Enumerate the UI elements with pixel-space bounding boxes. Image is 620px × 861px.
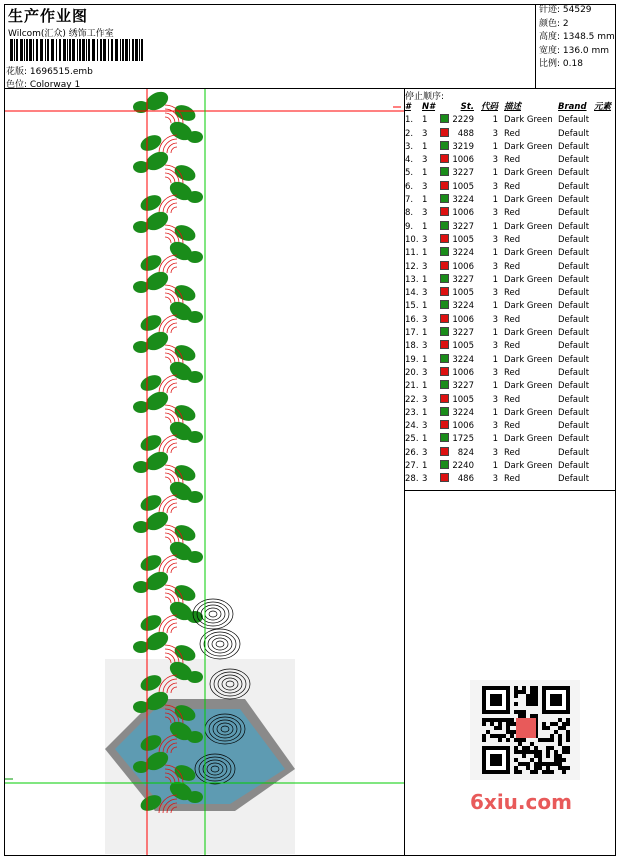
row-description: Red [504, 181, 521, 192]
row-stitches: 3227 [452, 328, 474, 339]
color-swatch [440, 394, 449, 403]
row-code: 3 [492, 367, 498, 378]
row-index: 24. [405, 421, 419, 432]
row-stitches: 824 [457, 447, 474, 458]
color-swatch [440, 274, 449, 283]
row-code: 1 [492, 434, 498, 445]
table-row [404, 234, 616, 247]
col-description: 描述 [504, 102, 522, 112]
color-swatch [440, 367, 449, 376]
row-brand: Default [558, 461, 590, 472]
row-brand: Default [558, 155, 590, 166]
row-stitches: 3224 [452, 248, 474, 259]
color-swatch [440, 154, 449, 163]
row-needle: 3 [422, 314, 428, 325]
color-swatch [440, 407, 449, 416]
row-stitches: 1006 [452, 208, 474, 219]
row-brand: Default [558, 221, 590, 232]
row-index: 15. [405, 301, 419, 312]
row-description: Red [504, 367, 521, 378]
row-index: 7. [405, 195, 414, 206]
table-row [404, 300, 616, 313]
row-code: 1 [492, 407, 498, 418]
row-stitches: 1005 [452, 394, 474, 405]
row-description: Red [504, 288, 521, 299]
row-needle: 3 [422, 421, 428, 432]
table-row [404, 473, 616, 486]
table-row [404, 181, 616, 194]
stats-panel [535, 4, 616, 88]
table-row [404, 167, 616, 180]
row-index: 5. [405, 168, 414, 179]
color-swatch [440, 261, 449, 270]
row-code: 3 [492, 447, 498, 458]
row-description: Dark Green [504, 434, 553, 445]
row-needle: 1 [422, 381, 428, 392]
row-needle: 1 [422, 274, 428, 285]
table-row [404, 128, 616, 141]
row-index: 22. [405, 394, 419, 405]
col-needle: N# [422, 102, 436, 112]
row-index: 20. [405, 367, 419, 378]
row-code: 1 [492, 301, 498, 312]
row-stitches: 1006 [452, 314, 474, 325]
table-divider [404, 490, 616, 491]
row-stitches: 1005 [452, 181, 474, 192]
row-code: 1 [492, 381, 498, 392]
row-needle: 3 [422, 367, 428, 378]
table-row [404, 340, 616, 353]
color-swatch [440, 181, 449, 190]
stop-sequence-title: 停止顺序: [405, 92, 445, 102]
row-index: 13. [405, 274, 419, 285]
stat-colors: 颜色: 2 [539, 18, 569, 29]
table-row [404, 433, 616, 446]
color-swatch [440, 247, 449, 256]
row-brand: Default [558, 421, 590, 432]
row-needle: 1 [422, 407, 428, 418]
row-needle: 1 [422, 141, 428, 152]
table-row [404, 141, 616, 154]
row-needle: 3 [422, 155, 428, 166]
row-needle: 3 [422, 208, 428, 219]
row-brand: Default [558, 474, 590, 485]
barcode-icon [10, 39, 144, 61]
row-stitches: 3227 [452, 221, 474, 232]
row-stitches: 488 [457, 128, 474, 139]
row-brand: Default [558, 208, 590, 219]
table-row [404, 314, 616, 327]
col-index: # [405, 102, 411, 112]
row-index: 8. [405, 208, 414, 219]
row-description: Dark Green [504, 328, 553, 339]
row-description: Dark Green [504, 168, 553, 179]
row-stitches: 3224 [452, 407, 474, 418]
color-swatch [440, 221, 449, 230]
row-code: 3 [492, 394, 498, 405]
row-brand: Default [558, 314, 590, 325]
row-code: 1 [492, 328, 498, 339]
table-row [404, 460, 616, 473]
row-stitches: 1006 [452, 367, 474, 378]
row-brand: Default [558, 301, 590, 312]
row-needle: 3 [422, 181, 428, 192]
row-brand: Default [558, 288, 590, 299]
row-needle: 1 [422, 221, 428, 232]
color-swatch [440, 380, 449, 389]
row-description: Red [504, 421, 521, 432]
color-swatch [440, 234, 449, 243]
row-description: Dark Green [504, 248, 553, 259]
color-swatch [440, 354, 449, 363]
row-stitches: 1725 [452, 434, 474, 445]
row-code: 3 [492, 181, 498, 192]
row-brand: Default [558, 248, 590, 259]
row-brand: Default [558, 261, 590, 272]
stat-scale: 比例: 0.18 [539, 59, 583, 69]
row-stitches: 2240 [452, 461, 474, 472]
col-element: 元素 [594, 102, 612, 112]
row-stitches: 3219 [452, 141, 474, 152]
row-brand: Default [558, 341, 590, 352]
row-brand: Default [558, 168, 590, 179]
row-brand: Default [558, 434, 590, 445]
row-brand: Default [558, 128, 590, 139]
watermark: 6xiu.com [470, 790, 572, 814]
col-stitches: St. [460, 102, 474, 112]
table-row [404, 274, 616, 287]
row-stitches: 1005 [452, 234, 474, 245]
row-brand: Default [558, 141, 590, 152]
row-stitches: 3227 [452, 168, 474, 179]
row-code: 3 [492, 341, 498, 352]
row-stitches: 1006 [452, 421, 474, 432]
row-index: 2. [405, 128, 414, 139]
qr-code-icon [470, 680, 580, 780]
stat-stitches: 针迹: 54529 [539, 5, 592, 15]
row-needle: 1 [422, 301, 428, 312]
row-index: 10. [405, 234, 419, 245]
color-swatch [440, 420, 449, 429]
row-needle: 1 [422, 328, 428, 339]
row-stitches: 3227 [452, 381, 474, 392]
row-description: Dark Green [504, 407, 553, 418]
row-description: Red [504, 208, 521, 219]
color-swatch [440, 460, 449, 469]
row-description: Red [504, 128, 521, 139]
row-index: 4. [405, 155, 414, 166]
row-description: Dark Green [504, 274, 553, 285]
color-swatch [440, 207, 449, 216]
table-row [404, 114, 616, 127]
color-swatch [440, 167, 449, 176]
table-row [404, 287, 616, 300]
row-needle: 1 [422, 195, 428, 206]
row-brand: Default [558, 328, 590, 339]
row-stitches: 1006 [452, 261, 474, 272]
row-index: 19. [405, 354, 419, 365]
table-row [404, 247, 616, 260]
row-description: Dark Green [504, 461, 553, 472]
page-title: 生产作业图 [8, 7, 89, 25]
row-stitches: 3227 [452, 274, 474, 285]
row-stitches: 1006 [452, 155, 474, 166]
row-index: 9. [405, 221, 414, 232]
color-swatch [440, 340, 449, 349]
row-needle: 3 [422, 234, 428, 245]
color-swatch [440, 114, 449, 123]
company-name: Wilcom(汇众) 绣饰工作室 [8, 29, 114, 39]
row-index: 16. [405, 314, 419, 325]
row-brand: Default [558, 367, 590, 378]
row-index: 25. [405, 434, 419, 445]
row-stitches: 3224 [452, 354, 474, 365]
colorway-label: 色位: Colorway 1 [6, 80, 81, 90]
row-brand: Default [558, 407, 590, 418]
row-needle: 1 [422, 461, 428, 472]
row-code: 3 [492, 261, 498, 272]
design-preview [5, 89, 404, 855]
row-needle: 1 [422, 168, 428, 179]
row-description: Red [504, 155, 521, 166]
color-swatch [440, 447, 449, 456]
row-description: Dark Green [504, 381, 553, 392]
table-row [404, 194, 616, 207]
stat-width: 宽度: 136.0 mm [539, 45, 610, 56]
row-stitches: 1005 [452, 288, 474, 299]
row-code: 1 [492, 274, 498, 285]
table-row [404, 447, 616, 460]
row-code: 1 [492, 354, 498, 365]
color-swatch [440, 194, 449, 203]
row-description: Red [504, 234, 521, 245]
table-row [404, 367, 616, 380]
header [4, 4, 536, 88]
table-row [404, 380, 616, 393]
row-description: Red [504, 314, 521, 325]
row-brand: Default [558, 115, 590, 126]
row-description: Red [504, 474, 521, 485]
row-index: 6. [405, 181, 414, 192]
row-description: Dark Green [504, 221, 553, 232]
row-index: 27. [405, 461, 419, 472]
row-code: 3 [492, 234, 498, 245]
row-code: 1 [492, 141, 498, 152]
row-code: 3 [492, 288, 498, 299]
row-brand: Default [558, 394, 590, 405]
row-index: 23. [405, 407, 419, 418]
row-code: 1 [492, 115, 498, 126]
table-row [404, 420, 616, 433]
row-brand: Default [558, 274, 590, 285]
row-needle: 3 [422, 394, 428, 405]
row-needle: 1 [422, 434, 428, 445]
row-description: Red [504, 341, 521, 352]
row-code: 3 [492, 128, 498, 139]
color-swatch [440, 300, 449, 309]
row-index: 14. [405, 288, 419, 299]
row-code: 3 [492, 421, 498, 432]
row-brand: Default [558, 181, 590, 192]
color-swatch [440, 128, 449, 137]
row-index: 26. [405, 447, 419, 458]
row-needle: 1 [422, 115, 428, 126]
row-description: Dark Green [504, 354, 553, 365]
row-brand: Default [558, 354, 590, 365]
row-index: 18. [405, 341, 419, 352]
table-row [404, 154, 616, 167]
table-row [404, 327, 616, 340]
stop-sequence-table [404, 101, 616, 487]
row-description: Red [504, 447, 521, 458]
row-brand: Default [558, 381, 590, 392]
row-code: 3 [492, 208, 498, 219]
col-code: 代码 [480, 102, 498, 112]
row-needle: 3 [422, 128, 428, 139]
row-code: 1 [492, 195, 498, 206]
row-stitches: 3224 [452, 301, 474, 312]
row-brand: Default [558, 234, 590, 245]
color-swatch [440, 433, 449, 442]
row-description: Dark Green [504, 301, 553, 312]
table-header [404, 101, 616, 114]
row-description: Dark Green [504, 115, 553, 126]
row-code: 1 [492, 248, 498, 259]
design-name: 花版: 1696515.emb [6, 67, 93, 77]
row-code: 1 [492, 461, 498, 472]
row-stitches: 3224 [452, 195, 474, 206]
row-code: 3 [492, 155, 498, 166]
table-row [404, 407, 616, 420]
table-row [404, 394, 616, 407]
row-code: 3 [492, 314, 498, 325]
row-index: 12. [405, 261, 419, 272]
color-swatch [440, 314, 449, 323]
row-needle: 3 [422, 261, 428, 272]
table-row [404, 354, 616, 367]
row-description: Dark Green [504, 141, 553, 152]
row-needle: 1 [422, 354, 428, 365]
row-code: 3 [492, 474, 498, 485]
row-description: Red [504, 261, 521, 272]
row-needle: 1 [422, 248, 428, 259]
row-index: 17. [405, 328, 419, 339]
col-brand: Brand [558, 102, 587, 112]
row-brand: Default [558, 195, 590, 206]
stat-height: 高度: 1348.5 mm [539, 32, 615, 42]
row-stitches: 2229 [452, 115, 474, 126]
row-description: Red [504, 394, 521, 405]
row-index: 1. [405, 115, 414, 126]
table-row [404, 207, 616, 220]
color-swatch [440, 473, 449, 482]
row-index: 21. [405, 381, 419, 392]
row-needle: 3 [422, 341, 428, 352]
row-needle: 3 [422, 447, 428, 458]
row-index: 3. [405, 141, 414, 152]
row-code: 1 [492, 221, 498, 232]
table-row [404, 261, 616, 274]
row-description: Dark Green [504, 195, 553, 206]
row-stitches: 486 [457, 474, 474, 485]
row-code: 1 [492, 168, 498, 179]
row-index: 28. [405, 474, 419, 485]
row-brand: Default [558, 447, 590, 458]
color-swatch [440, 141, 449, 150]
color-swatch [440, 327, 449, 336]
row-needle: 3 [422, 474, 428, 485]
row-needle: 3 [422, 288, 428, 299]
row-stitches: 1005 [452, 341, 474, 352]
color-swatch [440, 287, 449, 296]
row-index: 11. [405, 248, 419, 259]
table-row [404, 221, 616, 234]
